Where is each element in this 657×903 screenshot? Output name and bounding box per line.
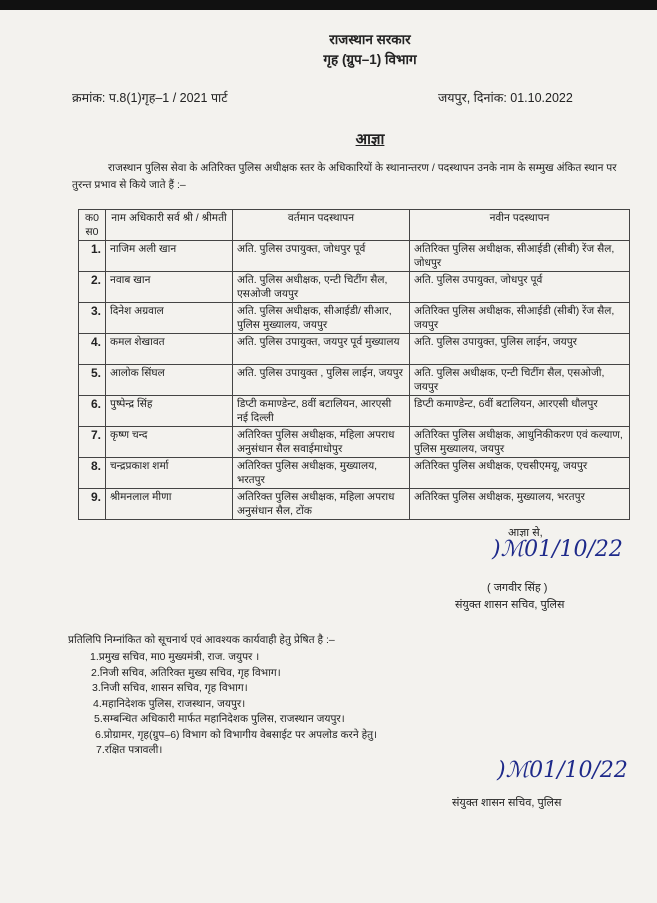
copy-list bbox=[90, 650, 377, 759]
table-row bbox=[79, 272, 630, 303]
table-row bbox=[79, 396, 630, 427]
officer-name-cell: दिनेश अग्रवाल bbox=[106, 303, 233, 334]
place-date: जयपुर, दिनांक: 01.10.2022 bbox=[438, 91, 573, 105]
copy-list-item: 2.निजी सचिव, अतिरिक्त मुख्य सचिव, गृह विभाग। bbox=[91, 666, 281, 679]
officer-name-cell: पुष्पेन्द्र सिंह bbox=[106, 396, 233, 427]
signature-2: )ℳ01/10/22 bbox=[497, 758, 628, 783]
table-row bbox=[79, 489, 630, 520]
copy-list-item: 3.निजी सचिव, शासन सचिव, गृह विभाग। bbox=[92, 682, 248, 694]
table-row bbox=[79, 303, 630, 334]
new-posting-cell: अतिरिक्त पुलिस अधीक्षक, मुख्यालय, भरतपुर bbox=[410, 489, 630, 520]
copy-intro: प्रतिलिपि निम्नांकित को सूचनार्थ एवं आवश्यक कार्यवाही हेतु प्रेषित है :– bbox=[68, 634, 335, 646]
new-posting-cell: अति. पुलिस उपायुक्त, जोधपुर पूर्व bbox=[410, 272, 630, 303]
by-order: आज्ञा से, bbox=[508, 527, 543, 539]
signature-1: )ℳ01/10/22 bbox=[492, 537, 623, 562]
serial-cell: 4. bbox=[79, 334, 106, 365]
copy-list-item: 6.प्रोग्रामर, गृह(ग्रुप–6) विभाग को विभागीय वेबसाईट पर अपलोड करने हेतु। bbox=[95, 728, 378, 741]
table-header-row bbox=[79, 210, 630, 241]
header-government: राजस्थान सरकार bbox=[329, 32, 411, 47]
signature-2-date: 01/10/22 bbox=[529, 758, 628, 783]
signature-1-date: 01/10/22 bbox=[524, 537, 623, 562]
current-posting-cell: डिप्टी कमाण्डेन्ट, 8वीं बटालियन, आरएसी नई दिल्ली bbox=[233, 396, 410, 427]
signatory-designation: संयुक्त शासन सचिव, पुलिस bbox=[455, 599, 565, 611]
officer-name-cell: चन्द्रप्रकाश शर्मा bbox=[106, 458, 233, 489]
transfer-table bbox=[78, 209, 630, 520]
serial-cell: 5. bbox=[79, 365, 106, 396]
officer-name-cell: नाजिम अली खान bbox=[106, 241, 233, 272]
table-row bbox=[79, 365, 630, 396]
new-posting-cell: अति. पुलिस अधीक्षक, एन्टी चिटींग सैल, एसओजी, जयपुर bbox=[410, 365, 630, 396]
current-posting-cell: अति. पुलिस उपायुक्त, जोधपुर पूर्व bbox=[233, 241, 410, 272]
serial-cell: 6. bbox=[79, 396, 106, 427]
officer-name-cell: नवाब खान bbox=[106, 272, 233, 303]
col-name: नाम अधिकारी सर्व श्री / श्रीमती bbox=[106, 210, 233, 241]
table-row bbox=[79, 334, 630, 365]
col-serial: क0 स0 bbox=[79, 210, 106, 241]
col-new-posting: नवीन पदस्थापन bbox=[410, 210, 630, 241]
current-posting-cell: अति. पुलिस अधीक्षक, एन्टी चिटींग सैल, एसओजी जयपुर bbox=[233, 272, 410, 303]
top-bar bbox=[0, 0, 657, 10]
new-posting-cell: अतिरिक्त पुलिस अधीक्षक, एचसीएमयू, जयपुर bbox=[410, 458, 630, 489]
new-posting-cell: अतिरिक्त पुलिस अधीक्षक, सीआईडी (सीबी) रेंज सैल, जयपुर bbox=[410, 303, 630, 334]
intro-paragraph: राजस्थान पुलिस सेवा के अतिरिक्त पुलिस अधीक्षक स्तर के अधिकारियों के स्थानान्तरण / पदस्थापन उनके नाम के सम्मुख अंकित स्थान पर तुरन्त प्रभाव से किये जाते हैं :– bbox=[72, 162, 617, 191]
serial-cell: 2. bbox=[79, 272, 106, 303]
table-row bbox=[79, 427, 630, 458]
current-posting-cell: अतिरिक्त पुलिस अधीक्षक, महिला अपराध अनुसंधान सैल सवाईमाधोपुर bbox=[233, 427, 410, 458]
copy-list-item: 5.सम्बन्धित अधिकारी मार्फत महानिदेशक पुलिस, राजस्थान जयपुर। bbox=[94, 713, 345, 725]
current-posting-cell: अति. पुलिस अधीक्षक, सीआईडी/ सीआर, पुलिस मुख्यालय, जयपुर bbox=[233, 303, 410, 334]
new-posting-cell: अति. पुलिस उपायुक्त, पुलिस लाईन, जयपुर bbox=[410, 334, 630, 365]
header-department: गृह (ग्रुप–1) विभाग bbox=[323, 52, 417, 67]
current-posting-cell: अति. पुलिस उपायुक्त , पुलिस लाईन, जयपुर bbox=[233, 365, 410, 396]
officer-name-cell: कमल शेखावत bbox=[106, 334, 233, 365]
serial-cell: 7. bbox=[79, 427, 106, 458]
order-title: आज्ञा bbox=[355, 131, 385, 148]
table-row bbox=[79, 241, 630, 272]
serial-cell: 9. bbox=[79, 489, 106, 520]
new-posting-cell: अतिरिक्त पुलिस अधीक्षक, आधुनिकीकरण एवं कल्याण, पुलिस मुख्यालय, जयपुर bbox=[410, 427, 630, 458]
officer-name-cell: श्रीमनलाल मीणा bbox=[106, 489, 233, 520]
serial-cell: 1. bbox=[79, 241, 106, 272]
current-posting-cell: अति. पुलिस उपायुक्त, जयपुर पूर्व मुख्यालय bbox=[233, 334, 410, 365]
col-current-posting: वर्तमान पदस्थापन bbox=[233, 210, 410, 241]
order-number: क्रमांक: प.8(1)गृह–1 / 2021 पार्ट bbox=[72, 91, 228, 105]
copy-list-item: 1.प्रमुख सचिव, मा0 मुख्यमंत्री, राज. जयुपर । bbox=[90, 651, 260, 663]
officer-name-cell: आलोक सिंघल bbox=[106, 365, 233, 396]
table-row bbox=[79, 458, 630, 489]
signatory-designation-2: संयुक्त शासन सचिव, पुलिस bbox=[452, 797, 562, 809]
copy-list-item: 4.महानिदेशक पुलिस, राजस्थान, जयपुर। bbox=[93, 697, 246, 710]
current-posting-cell: अतिरिक्त पुलिस अधीक्षक, मुख्यालय, भरतपुर bbox=[233, 458, 410, 489]
serial-cell: 8. bbox=[79, 458, 106, 489]
new-posting-cell: अतिरिक्त पुलिस अधीक्षक, सीआईडी (सीबी) रेंज सैल, जोधपुर bbox=[410, 241, 630, 272]
copy-list-item: 7.रक्षित पत्रावली। bbox=[96, 744, 163, 756]
current-posting-cell: अतिरिक्त पुलिस अधीक्षक, महिला अपराध अनुसंधान सैल, टोंक bbox=[233, 489, 410, 520]
new-posting-cell: डिप्टी कमाण्डेन्ट, 6वीं बटालियन, आरएसी धौलपुर bbox=[410, 396, 630, 427]
serial-cell: 3. bbox=[79, 303, 106, 334]
signatory-name: ( जगवीर सिंह ) bbox=[487, 582, 548, 594]
officer-name-cell: कृष्ण चन्द bbox=[106, 427, 233, 458]
